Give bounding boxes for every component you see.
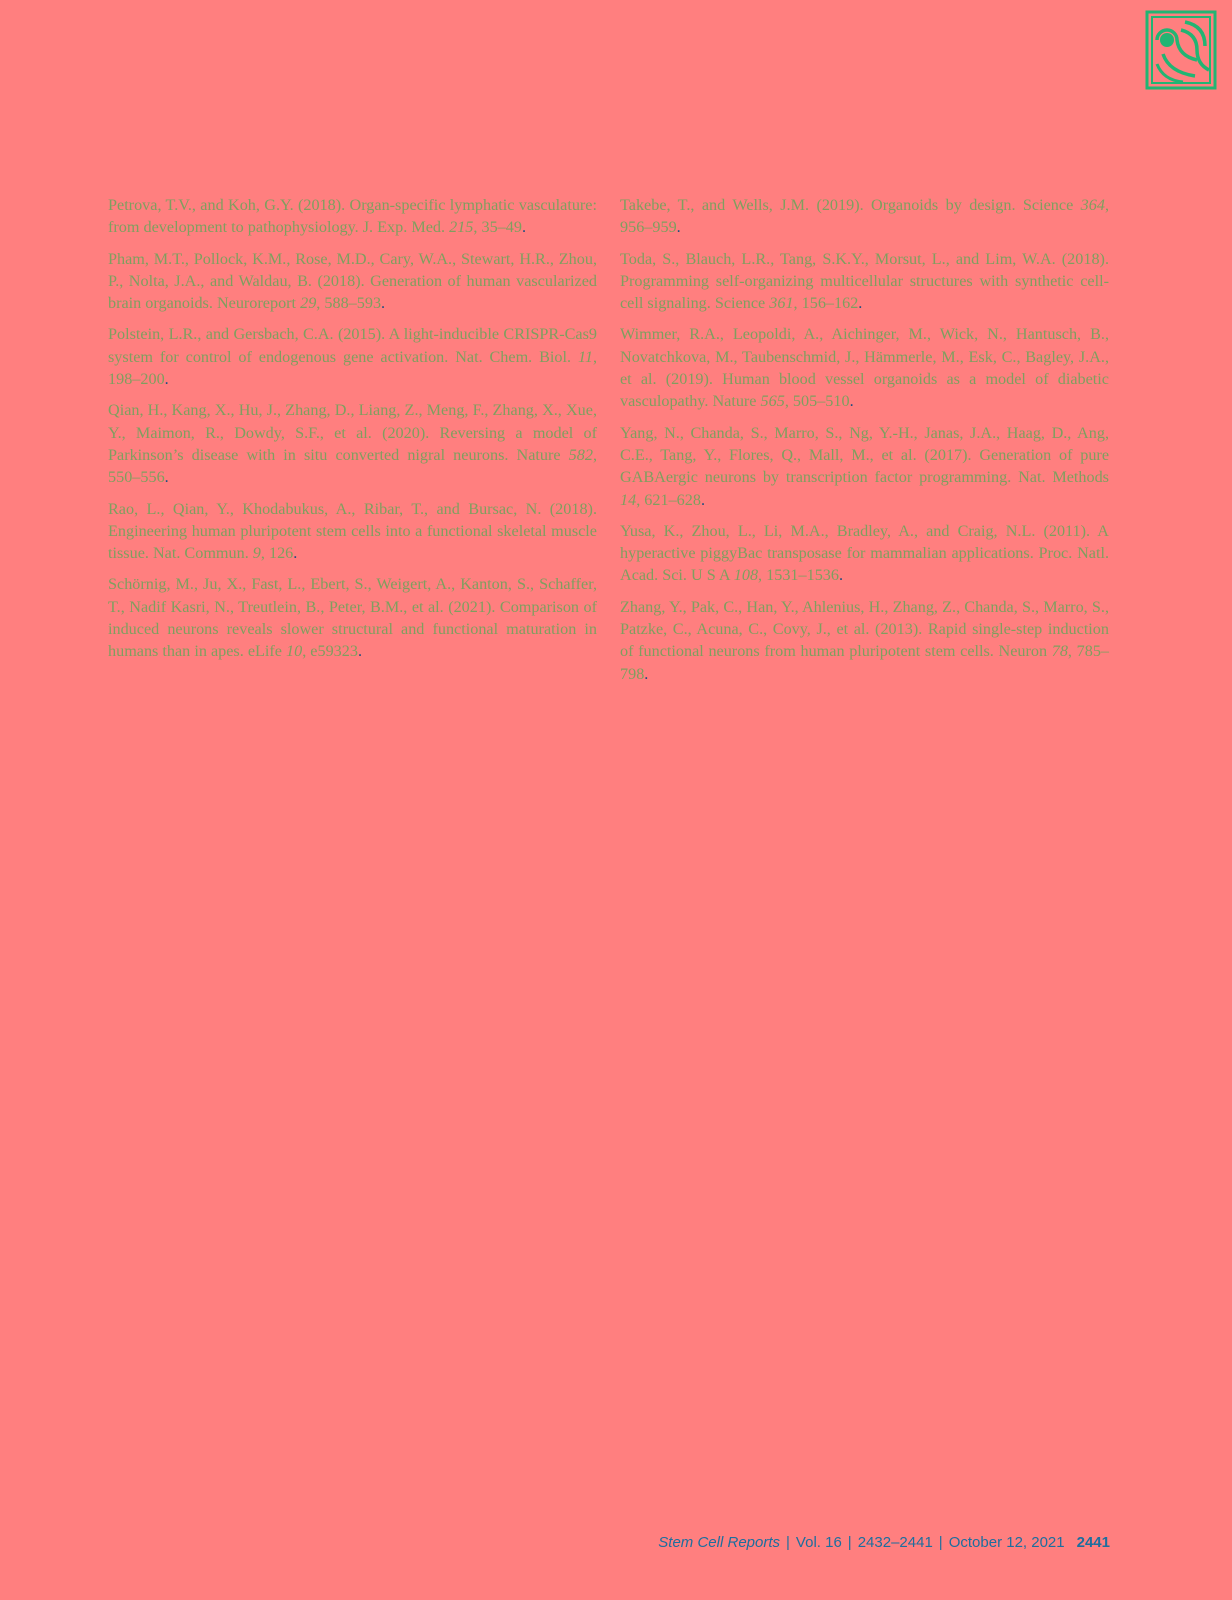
reference-item: Petrova, T.V., and Koh, G.Y. (2018). Organ-specific lymphatic vasculature: from development to pathophysiology. J. Exp. Med. 215, 35–49. — [108, 196, 597, 237]
footer-date: October 12, 2021 — [948, 1533, 1065, 1551]
footer-page-range: 2432–2441 — [857, 1533, 933, 1551]
reference-item: Yusa, K., Zhou, L., Li, M.A., Bradley, A., and Craig, N.L. (2011). A hyperactive piggyBac transposase for mammalian applications. Proc. Natl. Acad. Sci. U S A 108, 1531–1536. — [620, 521, 1109, 585]
reference-item: Yang, N., Chanda, S., Marro, S., Ng, Y.-H., Janas, J.A., Haag, D., Ang, C.E., Tang, Y., Flores, Q., Mall, M., et al. (2017). Generation of pure GABAergic neurons by transcription factor programming. Nat. Methods 14, 621–628. — [620, 423, 1109, 509]
references-left-column — [108, 194, 597, 672]
references-right-column — [620, 194, 1109, 694]
footer-separator: | — [786, 1533, 790, 1551]
reference-item: Toda, S., Blauch, L.R., Tang, S.K.Y., Morsut, L., and Lim, W.A. (2018). Programming self-organizing multicellular structures with synthetic cell-cell signaling. Science 361, 156–162. — [620, 249, 1109, 313]
reference-item: Qian, H., Kang, X., Hu, J., Zhang, D., Liang, Z., Meng, F., Zhang, X., Xue, Y., Maimon, R., Dowdy, S.F., et al. (2020). Reversing a model of Parkinson’s disease with in situ converted nigral neurons. Nature 582, 550–556. — [108, 401, 597, 487]
footer-volume: Vol. 16 — [795, 1533, 842, 1551]
reference-item: Takebe, T., and Wells, J.M. (2019). Organoids by design. Science 364, 956–959. — [620, 196, 1109, 237]
reference-item: Pham, M.T., Pollock, K.M., Rose, M.D., Cary, W.A., Stewart, H.R., Zhou, P., Nolta, J.A., and Waldau, B. (2018). Generation of human vascularized brain organoids. Neuroreport 29, 588–593. — [108, 249, 597, 313]
page-number: 2441 — [1076, 1533, 1110, 1551]
footer-journal-name: Stem Cell Reports — [658, 1533, 781, 1551]
journal-logo-icon — [1145, 10, 1217, 90]
footer-separator: | — [938, 1533, 943, 1551]
reference-item: Zhang, Y., Pak, C., Han, Y., Ahlenius, H., Zhang, Z., Chanda, S., Marro, S., Patzke, C., Acuna, C., Covy, J., et al. (2013). Rapid single-step induction of functional neurons from human pluripotent stem cells. Neuron 78, 785–798. — [620, 597, 1110, 683]
reference-item: Polstein, L.R., and Gersbach, C.A. (2015). A light-inducible CRISPR-Cas9 system for control of endogenous gene activation. Nat. Chem. Biol. 11, 198–200. — [108, 325, 597, 389]
footer-separator: | — [847, 1533, 852, 1551]
reference-item: Wimmer, R.A., Leopoldi, A., Aichinger, M., Wick, N., Hantusch, B., Novatchkova, M., Taubenschmid, J., Hämmerle, M., Esk, C., Bagley, J.A., et al. (2019). Human blood vessel organoids as a model of diabetic vasculopathy. Nature 565, 505–510. — [620, 325, 1109, 411]
reference-item: Schörnig, M., Ju, X., Fast, L., Ebert, S., Weigert, A., Kanton, S., Schaffer, T., Nadif Kasri, N., Treutlein, B., Peter, B.M., et al. (2021). Comparison of induced neurons reveals slower structural and functional maturation in humans than in apes. eLife 10, e59323. — [108, 575, 597, 661]
reference-item: Rao, L., Qian, Y., Khodabukus, A., Ribar, T., and Bursac, N. (2018). Engineering human pluripotent stem cells into a functional skeletal muscle tissue. Nat. Commun. 9, 126. — [108, 499, 597, 563]
page-footer — [658, 1531, 1110, 1553]
